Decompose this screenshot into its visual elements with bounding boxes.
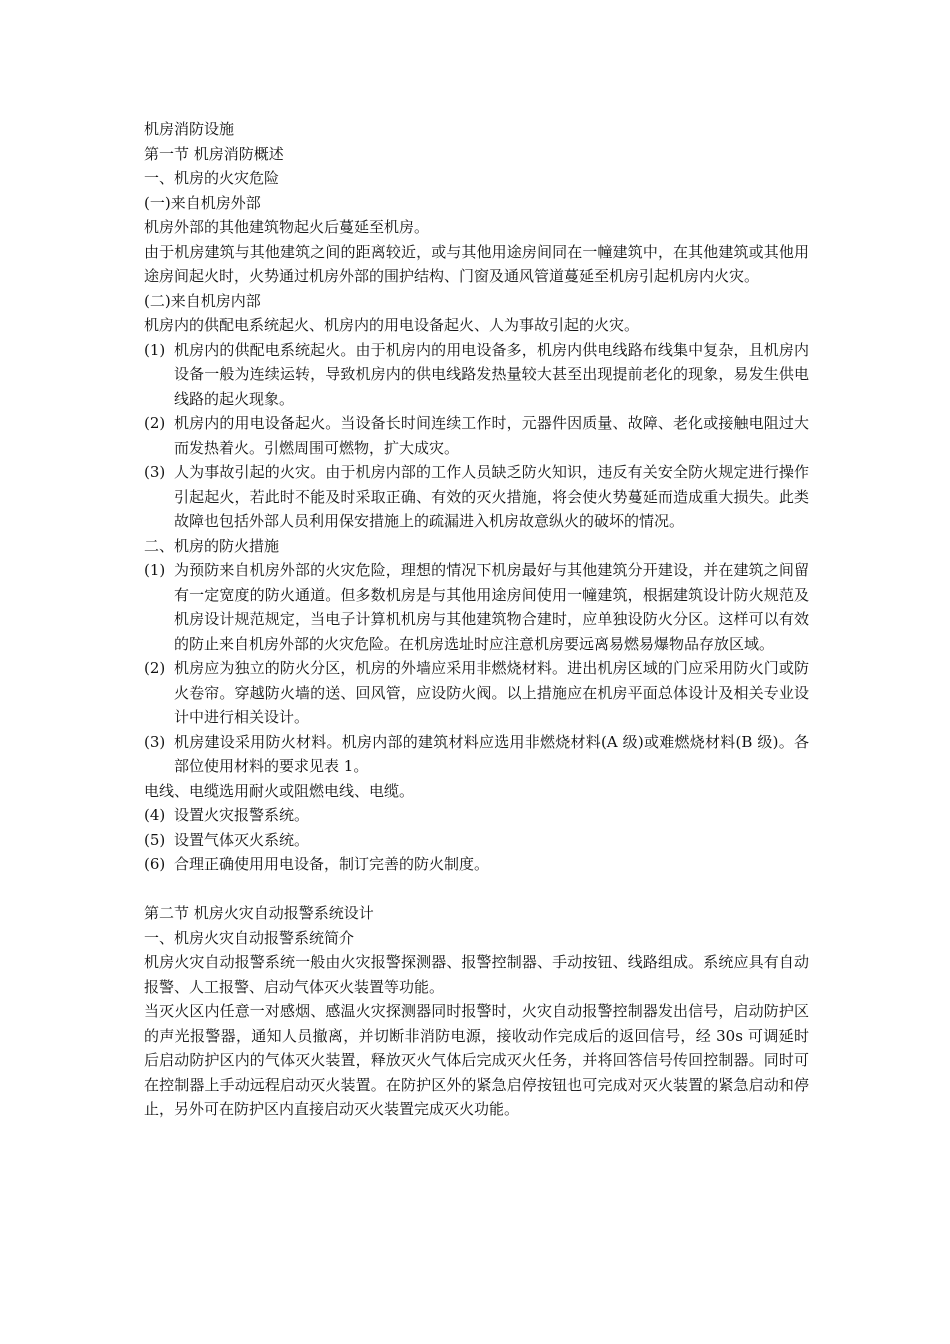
list-item-text: 设置火灾报警系统。 bbox=[174, 806, 310, 824]
list-item-number: (3) bbox=[144, 732, 166, 751]
document-body bbox=[144, 117, 809, 1122]
list-item bbox=[144, 338, 809, 412]
list-item-text: 合理正确使用用电设备，制订完善的防火制度。 bbox=[174, 855, 490, 873]
list-item bbox=[144, 656, 809, 730]
list-item-number: (5) bbox=[144, 830, 166, 849]
paragraph: 机房外部的其他建筑物起火后蔓延至机房。 bbox=[144, 218, 430, 236]
list-item bbox=[144, 828, 809, 853]
list-item bbox=[144, 803, 809, 828]
heading-internal-sources: (二)来自机房内部 bbox=[144, 291, 261, 310]
list-item-text: 机房内的供配电系统起火。由于机房内的用电设备多，机房内供电线路布线集中复杂，且机房内设备一般为连续运转，导致机房内的供电线路发热量较大甚至出现提前老化的现象，易发生供电线路的起火现象。 bbox=[174, 340, 809, 408]
list-item-text: 设置气体灭火系统。 bbox=[174, 830, 310, 849]
list-item-text: 为预防来自机房外部的火灾危险，理想的情况下机房最好与其他建筑分开建设，并在建筑之间留有一定宽度的防火通道。但多数机房是与其他用途房间使用一幢建筑，根据建筑设计防火规范及机房设计规范规定，当电子计算机机房与其他建筑物合建时，应单独设防火分区。这样可以有效的防止来自机房外部的火灾危险。在机房选址时应注意机房要远离易燃易爆物品存放区域。 bbox=[174, 561, 809, 653]
list-item-number: (6) bbox=[144, 855, 166, 873]
document-title: 机房消防设施 bbox=[144, 120, 235, 138]
list-item-text: 机房内的用电设备起火。当设备长时间连续工作时，元器件因质量、故障、老化或接触电阻过大而发热着火。引燃周围可燃物，扩大成灾。 bbox=[174, 414, 809, 457]
list-item-number: (1) bbox=[144, 340, 166, 359]
blank-line bbox=[144, 877, 809, 902]
paragraph: 电线、电缆选用耐火或阻燃电线、电缆。 bbox=[144, 781, 415, 800]
list-item bbox=[144, 460, 809, 534]
paragraph: 机房火灾自动报警系统一般由火灾报警探测器、报警控制器、手动按钮、线路组成。系统应具有自动报警、人工报警、启动气体灭火装置等功能。 bbox=[144, 953, 809, 996]
paragraph: 当灭火区内任意一对感烟、感温火灾探测器同时报警时，火灾自动报警控制器发出信号，启动防护区的声光报警器，通知人员撤离，并切断非消防电源，接收动作完成后的返回信号，经 30s 可调延时后启动防护区内的气体灭火装置，释放灭火气体后完成灭火任务，并将回答信号传回控制器。同时可在控制器上手动远程启动灭火装置。在防护区外的紧急启停按钮也可完成对灭火装置的紧急启动和停止，另外可在防护区内直接启动灭火装置完成灭火功能。 bbox=[144, 1002, 809, 1118]
list-item-text: 机房建设采用防火材料。机房内部的建筑材料应选用非燃烧材料(A 级)或难燃烧材料(B 级)。各部位使用材料的要求见表 1。 bbox=[174, 732, 809, 775]
list-item-number: (1) bbox=[144, 561, 166, 579]
paragraph: 机房内的供配电系统起火、机房内的用电设备起火、人为事故引起的火灾。 bbox=[144, 316, 640, 334]
list-item bbox=[144, 730, 809, 779]
section-1-heading: 第一节 机房消防概述 bbox=[144, 144, 284, 163]
heading-external-sources: (一)来自机房外部 bbox=[144, 193, 261, 212]
paragraph: 由于机房建筑与其他建筑之间的距离较近，或与其他用途房间同在一幢建筑中，在其他建筑或其他用途房间起火时，火势通过机房外部的围护结构、门窗及通风管道蔓延至机房引起机房内火灾。 bbox=[144, 242, 809, 285]
section-2-heading: 第二节 机房火灾自动报警系统设计 bbox=[144, 904, 374, 922]
subsection-fire-prevention: 二、机房的防火措施 bbox=[144, 536, 280, 555]
list-item-number: (4) bbox=[144, 806, 166, 824]
list-item bbox=[144, 558, 809, 656]
subsection-alarm-intro: 一、机房火灾自动报警系统简介 bbox=[144, 928, 355, 947]
list-item-text: 人为事故引起的火灾。由于机房内部的工作人员缺乏防火知识，违反有关安全防火规定进行操作引起起火，若此时不能及时采取正确、有效的灭火措施，将会使火势蔓延而造成重大损失。此类故障也包括外部人员利用保安措施上的疏漏进入机房故意纵火的破坏的情况。 bbox=[174, 463, 809, 530]
list-item bbox=[144, 411, 809, 460]
list-item-number: (3) bbox=[144, 463, 166, 481]
list-item bbox=[144, 852, 809, 877]
list-item-text: 机房应为独立的防火分区，机房的外墙应采用非燃烧材料。进出机房区域的门应采用防火门或防火卷帘。穿越防火墙的送、回风管，应设防火阀。以上措施应在机房平面总体设计及相关专业设计中进行相关设计。 bbox=[174, 659, 809, 726]
list-item-number: (2) bbox=[144, 414, 166, 432]
subsection-fire-risks: 一、机房的火灾危险 bbox=[144, 169, 280, 187]
list-item-number: (2) bbox=[144, 659, 166, 677]
